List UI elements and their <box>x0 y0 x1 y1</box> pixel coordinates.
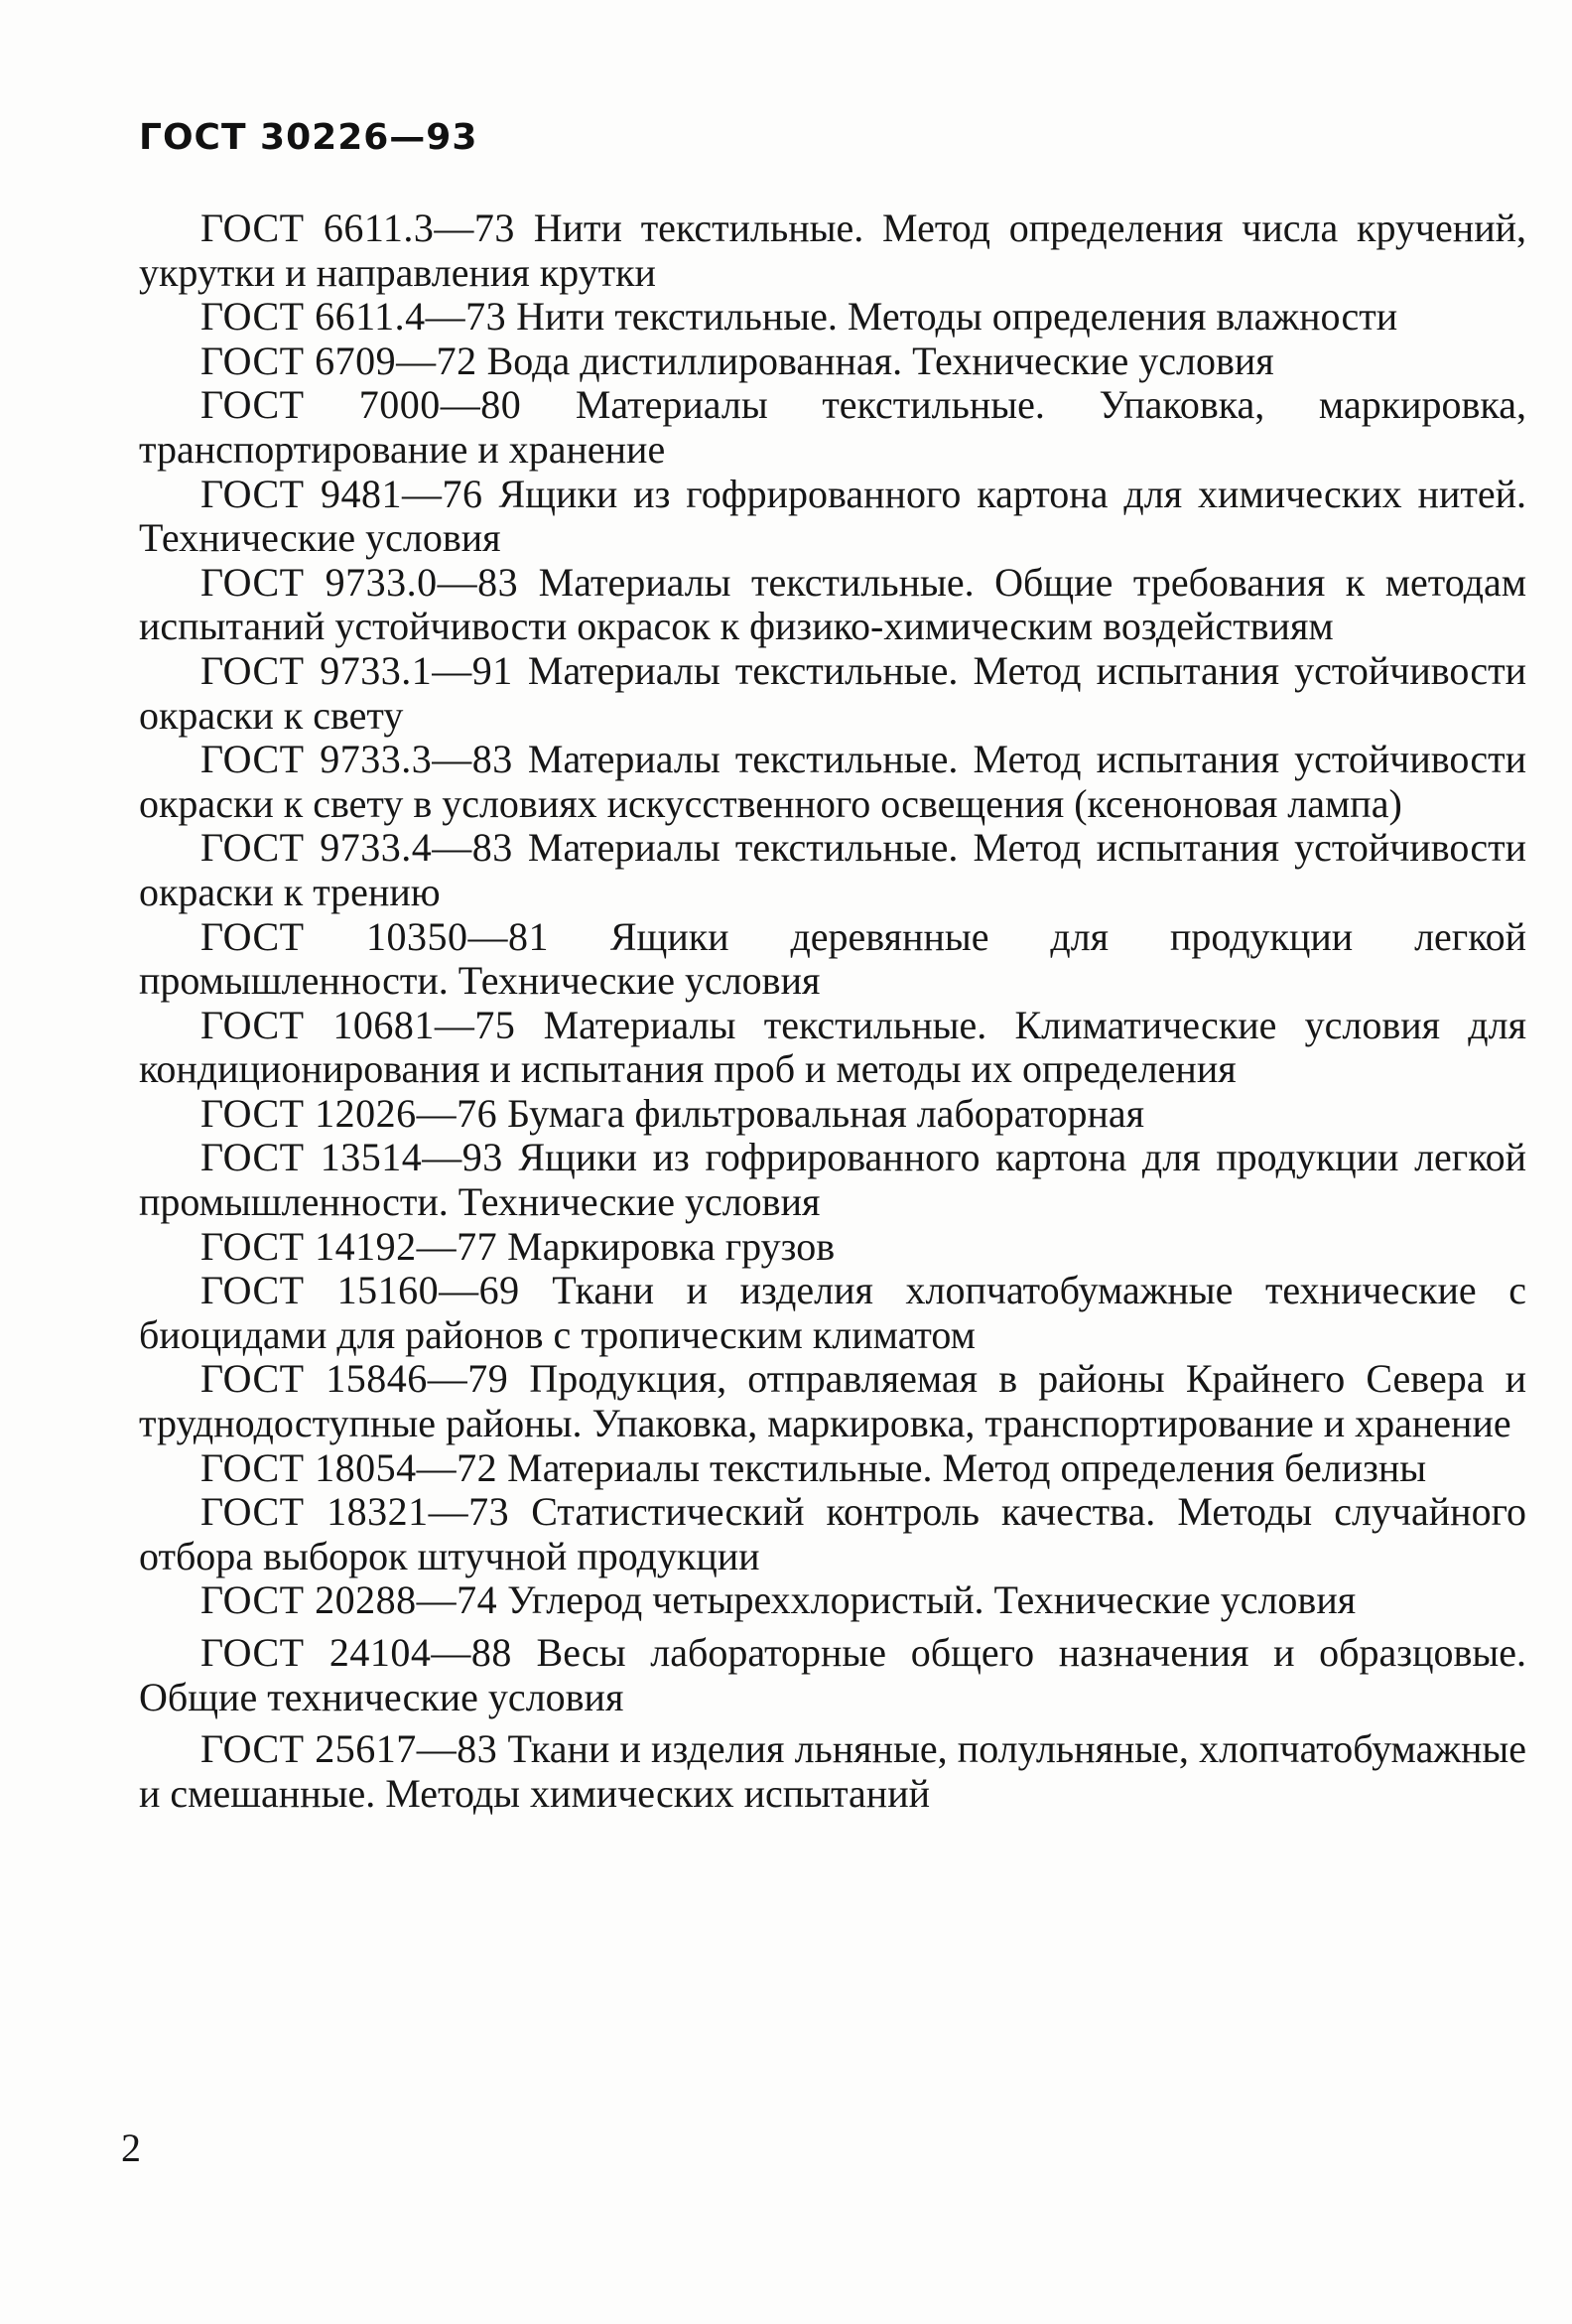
reference-title: Продукция, отправляемая в районы Крайнего Севера и труднодоступные районы. Упаковка, маркировка, транспортирование и хранение <box>139 1356 1527 1446</box>
reference-code: ГОСТ 18054—72 <box>200 1444 498 1490</box>
reference-title: Статистический контроль качества. Методы случайного отбора выборок штучной продукции <box>139 1489 1527 1578</box>
reference-code: ГОСТ 15846—79 <box>200 1356 509 1402</box>
reference-code: ГОСТ 7000—80 <box>200 382 522 428</box>
reference-list <box>139 206 1526 1816</box>
page-header: ГОСТ 30226—93 <box>139 117 478 158</box>
reference-title: Бумага фильтровальная лабораторная <box>507 1090 1145 1136</box>
reference-code: ГОСТ 9733.3—83 <box>200 737 513 782</box>
reference-code: ГОСТ 9733.4—83 <box>200 825 513 871</box>
reference-title: Углерод четыреххлористый. Технические условия <box>507 1577 1357 1623</box>
reference-code: ГОСТ 20288—74 <box>200 1577 498 1623</box>
reference-code: ГОСТ 15160—69 <box>200 1268 520 1313</box>
reference-title: Материалы текстильные. Климатические условия для кондиционирования и испытания проб и методы их определения <box>139 1002 1526 1092</box>
reference-item <box>139 1004 1526 1092</box>
page-number: 2 <box>121 2125 141 2170</box>
reference-item <box>139 206 1526 295</box>
reference-item <box>139 649 1526 738</box>
reference-item <box>139 1136 1526 1224</box>
reference-code: ГОСТ 18321—73 <box>200 1489 510 1535</box>
reference-item <box>139 1727 1526 1816</box>
reference-title: Ткани и изделия льняные, полульняные, хлопчатобумажные и смешанные. Методы химических испытаний <box>139 1726 1527 1816</box>
reference-title: Весы лабораторные общего назначения и образцовые. Общие технические условия <box>139 1630 1527 1719</box>
reference-code: ГОСТ 10681—75 <box>200 1002 516 1047</box>
reference-code: ГОСТ 25617—83 <box>200 1726 498 1772</box>
reference-code: ГОСТ 9733.1—91 <box>200 647 513 693</box>
reference-code: ГОСТ 10350—81 <box>200 913 549 959</box>
reference-title: Материалы текстильные. Метод определения белизны <box>507 1444 1427 1490</box>
reference-code: ГОСТ 12026—76 <box>200 1090 498 1136</box>
reference-title: Ящики деревянные для продукции легкой промышленности. Технические условия <box>139 913 1527 1004</box>
reference-code: ГОСТ 6709—72 <box>200 338 477 383</box>
reference-title: Ящики из гофрированного картона для химических нитей. Технические условия <box>139 471 1527 561</box>
reference-item <box>139 1490 1526 1578</box>
reference-item <box>139 826 1526 914</box>
reference-code: ГОСТ 6611.4—73 <box>200 294 507 340</box>
reference-item <box>139 1446 1526 1491</box>
reference-item <box>139 561 1526 649</box>
reference-title: Материалы текстильные. Метод испытания устойчивости окраски к трению <box>139 825 1526 914</box>
reference-code: ГОСТ 13514—93 <box>200 1135 503 1180</box>
reference-item <box>139 915 1526 1004</box>
reference-item <box>139 1225 1526 1270</box>
reference-item <box>139 1578 1526 1623</box>
reference-title: Маркировка грузов <box>507 1223 836 1269</box>
reference-title: Материалы текстильные. Метод испытания устойчивости окраски к свету <box>139 647 1526 738</box>
reference-code: ГОСТ 14192—77 <box>200 1223 498 1269</box>
reference-item <box>139 738 1526 826</box>
reference-title: Ящики из гофрированного картона для продукции легкой промышленности. Технические условия <box>139 1135 1526 1225</box>
reference-title: Материалы текстильные. Упаковка, маркировка, транспортирование и хранение <box>139 382 1527 472</box>
reference-title: Ткани и изделия хлопчатобумажные технические с биоцидами для районов с тропическим климатом <box>139 1268 1526 1357</box>
reference-title: Материалы текстильные. Общие требования к методам испытаний устойчивости окрасок к физико-химическим воздействиям <box>139 559 1527 649</box>
reference-item <box>139 1631 1526 1719</box>
reference-title: Вода дистиллированная. Технические условия <box>486 338 1274 383</box>
reference-item <box>139 340 1526 384</box>
reference-code: ГОСТ 24104—88 <box>200 1630 512 1675</box>
reference-title: Нити текстильные. Метод определения числа кручений, укрутки и направления крутки <box>139 205 1527 295</box>
reference-item <box>139 473 1526 561</box>
reference-title: Материалы текстильные. Метод испытания устойчивости окраски к свету в условиях искусственного освещения (ксеноновая лампа) <box>139 737 1526 826</box>
reference-item <box>139 1269 1526 1357</box>
reference-code: ГОСТ 6611.3—73 <box>200 205 515 250</box>
reference-code: ГОСТ 9481—76 <box>200 471 483 516</box>
reference-item <box>139 1357 1526 1445</box>
reference-title: Нити текстильные. Методы определения влажности <box>516 294 1398 340</box>
reference-item <box>139 383 1526 472</box>
reference-item <box>139 1092 1526 1137</box>
reference-item <box>139 295 1526 340</box>
reference-code: ГОСТ 9733.0—83 <box>200 559 519 605</box>
